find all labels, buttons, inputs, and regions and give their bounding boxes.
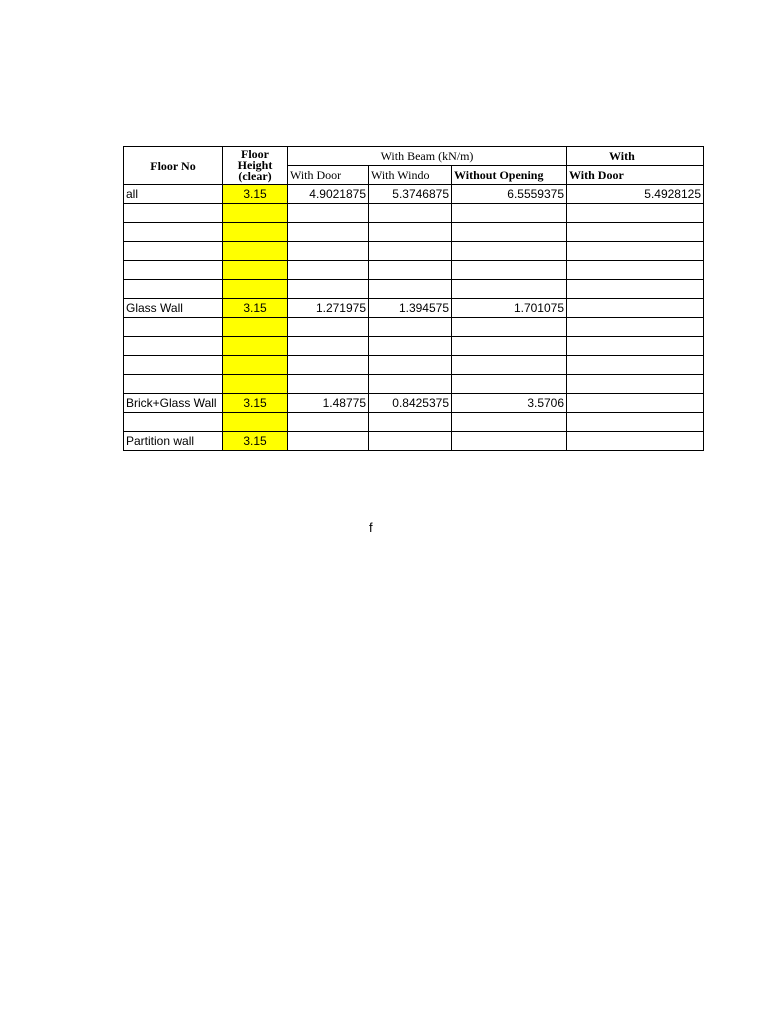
with-window-cell[interactable]: [369, 375, 452, 394]
with-door-cell[interactable]: [288, 375, 369, 394]
table-row: [124, 242, 704, 261]
with-door-2-cell[interactable]: [567, 242, 704, 261]
with-window-cell[interactable]: [369, 337, 452, 356]
row-label-cell[interactable]: Brick+Glass Wall: [124, 394, 223, 413]
row-label-cell[interactable]: [124, 261, 223, 280]
floor-height-cell[interactable]: [223, 337, 288, 356]
with-door-cell[interactable]: [288, 337, 369, 356]
with-window-cell[interactable]: 1.394575: [369, 299, 452, 318]
table-row: [124, 356, 704, 375]
load-table: [123, 146, 704, 451]
with-door-2-cell[interactable]: 5.4928125: [567, 185, 704, 204]
subheader-with-door: With Door: [288, 166, 369, 185]
with-window-cell[interactable]: [369, 280, 452, 299]
header-row-1: [124, 147, 704, 166]
with-door-2-cell[interactable]: [567, 356, 704, 375]
floor-height-cell[interactable]: [223, 375, 288, 394]
without-opening-cell[interactable]: [452, 337, 567, 356]
with-door-2-cell[interactable]: [567, 394, 704, 413]
with-window-cell[interactable]: [369, 204, 452, 223]
with-door-cell[interactable]: 1.48775: [288, 394, 369, 413]
row-label-cell[interactable]: [124, 223, 223, 242]
with-window-cell[interactable]: [369, 261, 452, 280]
with-window-cell[interactable]: [369, 318, 452, 337]
without-opening-cell[interactable]: [452, 261, 567, 280]
row-label-cell[interactable]: Partition wall: [124, 432, 223, 451]
floor-height-cell[interactable]: [223, 280, 288, 299]
row-label-cell[interactable]: all: [124, 185, 223, 204]
without-opening-cell[interactable]: [452, 413, 567, 432]
without-opening-cell[interactable]: [452, 242, 567, 261]
with-door-cell[interactable]: [288, 223, 369, 242]
with-window-cell[interactable]: [369, 432, 452, 451]
floor-height-cell[interactable]: 3.15: [223, 432, 288, 451]
with-window-cell[interactable]: [369, 242, 452, 261]
with-door-cell[interactable]: [288, 242, 369, 261]
row-label-cell[interactable]: [124, 280, 223, 299]
with-door-cell[interactable]: [288, 356, 369, 375]
table-body: [124, 185, 704, 451]
with-door-2-cell[interactable]: [567, 318, 704, 337]
table-row: [124, 413, 704, 432]
subheader-with-door-2: With Door: [567, 166, 704, 185]
with-door-2-cell[interactable]: [567, 375, 704, 394]
floor-height-cell[interactable]: [223, 356, 288, 375]
with-door-cell[interactable]: 4.9021875: [288, 185, 369, 204]
with-door-2-cell[interactable]: [567, 204, 704, 223]
floor-height-cell[interactable]: [223, 413, 288, 432]
floor-height-cell[interactable]: [223, 204, 288, 223]
with-door-cell[interactable]: 1.271975: [288, 299, 369, 318]
subheader-without-opening: Without Opening: [452, 166, 567, 185]
table-row: [124, 223, 704, 242]
with-door-2-cell[interactable]: [567, 337, 704, 356]
with-window-cell[interactable]: [369, 413, 452, 432]
with-window-cell[interactable]: 5.3746875: [369, 185, 452, 204]
with-door-2-cell[interactable]: [567, 299, 704, 318]
with-window-cell[interactable]: [369, 223, 452, 242]
row-label-cell[interactable]: [124, 204, 223, 223]
without-opening-cell[interactable]: [452, 280, 567, 299]
without-opening-cell[interactable]: [452, 318, 567, 337]
with-door-2-cell[interactable]: [567, 280, 704, 299]
row-label-cell[interactable]: Glass Wall: [124, 299, 223, 318]
with-door-cell[interactable]: [288, 280, 369, 299]
table-row: [124, 337, 704, 356]
header-partial-group: With: [567, 147, 704, 166]
table-row: [124, 185, 704, 204]
table-row: [124, 375, 704, 394]
with-door-cell[interactable]: [288, 204, 369, 223]
stray-text: f: [369, 520, 373, 535]
subheader-with-window: With Windo: [369, 166, 452, 185]
without-opening-cell[interactable]: [452, 204, 567, 223]
row-label-cell[interactable]: [124, 337, 223, 356]
table-row: [124, 261, 704, 280]
without-opening-cell[interactable]: [452, 432, 567, 451]
with-door-cell[interactable]: [288, 413, 369, 432]
table-row: [124, 394, 704, 413]
without-opening-cell[interactable]: 3.5706: [452, 394, 567, 413]
with-door-cell[interactable]: [288, 432, 369, 451]
floor-height-cell[interactable]: 3.15: [223, 185, 288, 204]
floor-height-cell[interactable]: [223, 261, 288, 280]
without-opening-cell[interactable]: [452, 375, 567, 394]
row-label-cell[interactable]: [124, 413, 223, 432]
with-door-2-cell[interactable]: [567, 413, 704, 432]
without-opening-cell[interactable]: [452, 223, 567, 242]
table-row: [124, 318, 704, 337]
header-with-beam: With Beam (kN/m): [288, 147, 567, 166]
row-label-cell[interactable]: [124, 356, 223, 375]
without-opening-cell[interactable]: 1.701075: [452, 299, 567, 318]
with-door-2-cell[interactable]: [567, 432, 704, 451]
row-label-cell[interactable]: [124, 242, 223, 261]
with-window-cell[interactable]: [369, 356, 452, 375]
floor-height-cell[interactable]: [223, 242, 288, 261]
table-row: [124, 204, 704, 223]
row-label-cell[interactable]: [124, 318, 223, 337]
row-label-cell[interactable]: [124, 375, 223, 394]
with-door-cell[interactable]: [288, 318, 369, 337]
without-opening-cell[interactable]: [452, 356, 567, 375]
floor-height-cell[interactable]: [223, 223, 288, 242]
header-floor-height: Floor Height (clear): [223, 147, 288, 185]
floor-height-cell[interactable]: 3.15: [223, 394, 288, 413]
with-door-2-cell[interactable]: [567, 223, 704, 242]
with-door-2-cell[interactable]: [567, 261, 704, 280]
header-floor-no: Floor No: [124, 147, 223, 185]
table-row: [124, 432, 704, 451]
table-row: [124, 280, 704, 299]
floor-height-cell[interactable]: 3.15: [223, 299, 288, 318]
spreadsheet-viewport: [123, 146, 702, 464]
with-door-cell[interactable]: [288, 261, 369, 280]
with-window-cell[interactable]: 0.8425375: [369, 394, 452, 413]
table-row: [124, 299, 704, 318]
floor-height-cell[interactable]: [223, 318, 288, 337]
without-opening-cell[interactable]: 6.5559375: [452, 185, 567, 204]
